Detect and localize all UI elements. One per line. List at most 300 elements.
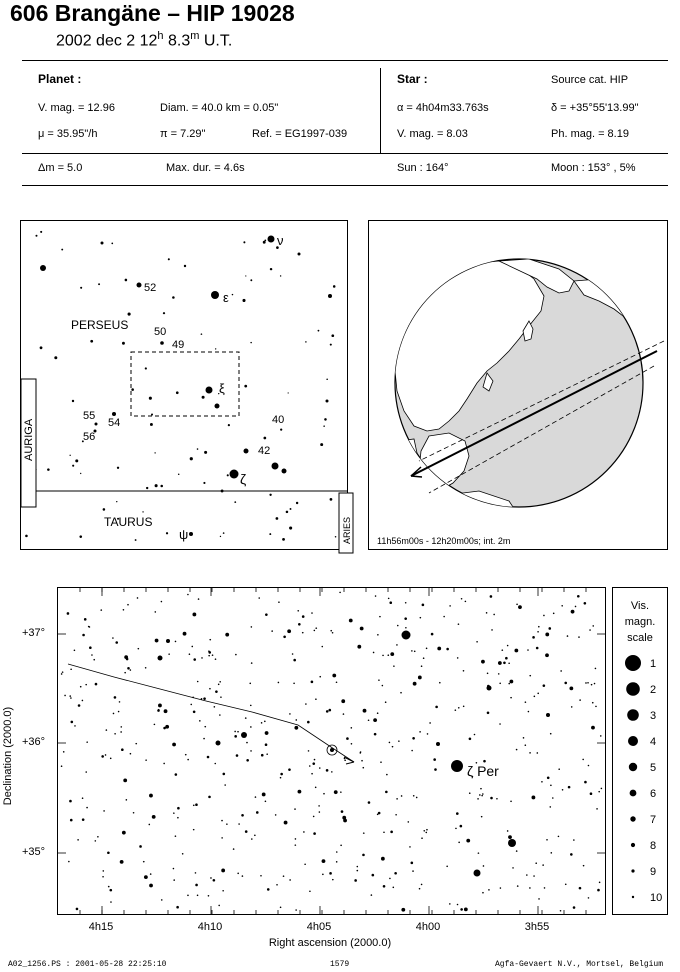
field-star <box>460 825 463 828</box>
field-star <box>260 875 262 877</box>
scale-dot <box>631 843 635 847</box>
field-star <box>109 889 112 892</box>
field-star <box>318 805 320 807</box>
field-star <box>509 680 513 684</box>
field-star <box>510 800 512 802</box>
field-star <box>334 790 338 794</box>
field-star <box>349 619 353 623</box>
field-star <box>208 655 210 657</box>
field-star <box>414 650 416 652</box>
field-star <box>560 670 562 672</box>
finder-star <box>128 313 131 316</box>
finder-star <box>269 533 271 535</box>
field-star <box>455 828 457 830</box>
finder-star <box>244 449 249 454</box>
field-star <box>544 887 546 889</box>
field-star <box>591 726 595 730</box>
field-star <box>203 738 205 740</box>
field-star <box>250 705 252 707</box>
finder-star <box>176 391 179 394</box>
field-star <box>380 761 382 763</box>
field-star <box>149 794 153 798</box>
finder-star <box>263 437 266 440</box>
field-star <box>368 719 370 721</box>
field-star <box>97 836 99 838</box>
field-star <box>413 795 415 797</box>
field-star <box>426 648 428 650</box>
field-star <box>362 854 365 857</box>
field-star <box>193 804 195 806</box>
field-star <box>592 625 594 627</box>
field-star <box>158 704 162 708</box>
finder-star <box>137 283 142 288</box>
field-star <box>70 697 72 699</box>
field-star <box>78 704 81 707</box>
field-star <box>487 673 489 675</box>
main-chart-svg <box>58 588 605 914</box>
field-star <box>336 851 338 853</box>
field-star <box>390 831 393 834</box>
field-star <box>505 657 508 660</box>
field-star <box>331 771 333 773</box>
finder-star <box>244 385 247 388</box>
field-star <box>245 830 248 833</box>
field-star <box>241 732 247 738</box>
field-star <box>446 648 449 651</box>
field-star <box>235 654 237 656</box>
field-star <box>508 662 510 664</box>
field-star <box>493 614 495 616</box>
finder-star <box>103 508 106 511</box>
field-star <box>80 686 82 688</box>
field-star <box>469 737 472 740</box>
field-star <box>256 811 259 814</box>
max-duration: Max. dur. = 4.6s <box>166 162 245 174</box>
field-star <box>483 865 485 867</box>
table-bottom-rule <box>22 185 668 186</box>
field-star <box>127 667 130 670</box>
field-star <box>220 696 222 698</box>
field-star <box>250 726 252 728</box>
finder-star <box>211 291 219 299</box>
field-star <box>407 821 409 823</box>
field-star <box>343 713 345 715</box>
field-star <box>354 879 357 882</box>
field-star <box>387 654 389 656</box>
field-star <box>374 733 377 736</box>
finder-star <box>245 275 246 276</box>
field-star <box>330 630 332 632</box>
finder-stars <box>25 231 336 541</box>
field-star <box>280 906 282 908</box>
field-star <box>545 633 549 637</box>
field-star <box>137 597 139 599</box>
field-star <box>501 649 503 651</box>
field-star <box>542 864 544 866</box>
field-star <box>587 682 589 684</box>
field-star <box>351 743 353 745</box>
field-star <box>278 682 280 684</box>
star-phmag: Ph. mag. = 8.19 <box>551 128 629 140</box>
finder-star <box>204 451 207 454</box>
field-star <box>421 884 423 886</box>
field-star <box>514 649 518 653</box>
moon-elongation: Moon : 153° , 5% <box>551 162 636 174</box>
finder-star <box>40 231 42 233</box>
field-star <box>363 832 365 834</box>
field-star <box>425 832 427 834</box>
field-star <box>584 781 587 784</box>
field-star <box>67 612 70 615</box>
field-star <box>351 727 353 729</box>
field-star <box>82 634 85 637</box>
field-star <box>329 872 332 875</box>
field-star <box>308 750 310 752</box>
field-star <box>525 701 527 703</box>
field-star <box>74 649 76 651</box>
field-star <box>315 787 317 789</box>
field-star <box>547 776 550 779</box>
field-star <box>185 754 187 756</box>
star-vmag: V. mag. = 8.03 <box>397 128 468 140</box>
field-star <box>579 699 581 701</box>
finder-star <box>80 473 81 474</box>
field-star <box>465 601 467 603</box>
finder-star <box>324 418 327 421</box>
field-star <box>267 888 270 891</box>
field-star <box>412 870 414 872</box>
zeta-per-star <box>451 760 463 772</box>
field-star <box>102 876 104 878</box>
field-star <box>245 717 247 719</box>
field-star <box>204 726 206 728</box>
table-top-rule <box>22 60 668 61</box>
footer-page-number: 1579 <box>330 960 350 969</box>
field-star <box>168 653 170 655</box>
field-star <box>503 662 506 665</box>
field-star <box>221 820 223 822</box>
field-star <box>271 630 273 632</box>
field-star <box>198 598 200 600</box>
field-star <box>144 875 148 879</box>
field-star <box>332 879 334 881</box>
page-title: 606 Brangäne – HIP 19028 <box>10 0 295 26</box>
finder-star <box>227 474 229 476</box>
field-star <box>135 743 137 745</box>
field-star <box>527 649 529 651</box>
field-star <box>401 908 405 912</box>
finder-star <box>116 501 117 502</box>
field-star <box>112 637 114 639</box>
field-star <box>396 798 398 800</box>
field-star <box>195 803 198 806</box>
field-star <box>420 617 422 619</box>
field-star <box>77 839 79 841</box>
field-star <box>592 702 594 704</box>
finder-star <box>270 268 272 270</box>
finder-star <box>305 341 307 343</box>
field-star <box>314 759 316 761</box>
field-star <box>383 885 386 888</box>
field-star <box>390 652 394 656</box>
field-star <box>212 654 214 656</box>
field-star <box>326 710 329 713</box>
dec-tick-label-2: +35° <box>22 846 46 858</box>
finder-star <box>80 287 82 289</box>
field-star <box>69 800 72 803</box>
field-star <box>114 733 116 735</box>
finder-star <box>111 243 113 245</box>
field-star <box>600 735 602 737</box>
star-label-50: 50 <box>154 326 167 338</box>
field-star <box>120 860 124 864</box>
scale-dot <box>628 736 638 746</box>
field-star <box>309 890 311 892</box>
finder-star <box>154 452 155 453</box>
field-star <box>393 887 395 889</box>
field-star <box>68 861 70 863</box>
field-star <box>570 853 573 856</box>
field-star <box>385 791 388 794</box>
field-star <box>571 706 573 708</box>
field-star <box>393 665 395 667</box>
field-star <box>213 879 216 882</box>
field-star <box>560 910 562 912</box>
field-star <box>164 709 168 713</box>
field-star <box>210 877 212 879</box>
ra-tick-label-2: 4h05 <box>306 921 332 933</box>
field-star <box>86 741 88 743</box>
field-star <box>307 721 310 724</box>
field-star <box>172 743 176 747</box>
field-star <box>584 602 587 605</box>
ra-tick-label-0: 4h15 <box>88 921 114 933</box>
field-star <box>373 718 377 722</box>
constellation-perseus: PERSEUS <box>71 318 129 332</box>
field-star <box>388 598 390 600</box>
finder-star <box>282 538 285 541</box>
field-star <box>280 777 282 779</box>
field-star <box>123 779 127 783</box>
field-star <box>203 697 206 700</box>
field-star <box>565 883 567 885</box>
field-star <box>319 811 321 813</box>
field-star <box>224 784 226 786</box>
field-star <box>499 682 501 684</box>
event-date: 2002 dec 2 12 <box>56 32 158 50</box>
finder-star <box>234 501 236 503</box>
field-star <box>182 853 184 855</box>
finder-star <box>263 241 266 244</box>
field-star <box>397 625 399 627</box>
field-star <box>82 797 84 799</box>
field-star <box>383 831 385 833</box>
field-star <box>516 749 518 751</box>
field-star <box>596 808 598 810</box>
field-star <box>64 695 66 697</box>
field-star <box>363 709 367 713</box>
field-star <box>577 595 580 598</box>
field-star <box>114 696 117 699</box>
field-star <box>562 789 564 791</box>
field-star <box>74 725 76 727</box>
field-star <box>529 675 531 677</box>
field-star <box>423 830 425 832</box>
field-star <box>411 650 413 652</box>
field-star <box>289 713 291 715</box>
minute-unit: m <box>190 30 200 42</box>
field-star <box>546 713 550 717</box>
field-star <box>69 695 71 697</box>
field-star <box>82 700 84 702</box>
field-star <box>276 884 278 886</box>
field-star <box>571 610 575 614</box>
field-star <box>103 810 105 812</box>
field-star <box>237 873 239 875</box>
finder-star <box>122 342 125 345</box>
finder-star <box>197 448 199 450</box>
field-star <box>543 684 546 687</box>
field-star <box>478 852 480 854</box>
field-star <box>558 768 560 770</box>
field-star <box>195 872 197 874</box>
field-star <box>564 682 567 685</box>
field-star <box>463 705 465 707</box>
field-star <box>219 714 221 716</box>
planet-parallax: π = 7.29" <box>160 128 206 140</box>
field-star <box>591 684 593 686</box>
field-star <box>311 681 314 684</box>
field-star <box>532 636 535 639</box>
finder-star <box>47 468 50 471</box>
field-star <box>336 861 338 863</box>
field-star <box>375 595 377 597</box>
field-star <box>105 754 107 756</box>
dec-tick-label-0: +37° <box>22 627 46 639</box>
field-star <box>394 872 397 875</box>
field-star <box>265 801 267 803</box>
field-star <box>249 683 251 685</box>
field-star <box>61 673 63 675</box>
finder-star <box>189 532 193 536</box>
field-star <box>107 851 110 854</box>
finder-star <box>215 404 220 409</box>
field-star <box>371 894 373 896</box>
field-star <box>222 890 224 892</box>
field-star <box>412 737 415 740</box>
field-star <box>110 901 112 903</box>
field-star <box>381 857 385 861</box>
field-star <box>487 685 490 688</box>
field-star <box>208 650 210 652</box>
field-star <box>209 688 211 690</box>
field-star <box>283 875 285 877</box>
field-star <box>295 844 297 846</box>
field-star <box>379 616 381 618</box>
field-star <box>314 630 316 632</box>
finder-star <box>172 296 175 299</box>
finder-star <box>160 485 163 488</box>
dec-tick-label-1: +36° <box>22 736 46 748</box>
finder-star <box>75 459 78 462</box>
finder-star <box>269 494 271 496</box>
field-star <box>573 839 575 841</box>
field-star <box>594 683 596 685</box>
field-star <box>583 865 585 867</box>
field-star <box>234 731 236 733</box>
field-star <box>377 634 379 636</box>
table-divider <box>380 68 381 153</box>
field-star <box>292 653 294 655</box>
field-star <box>573 906 576 909</box>
field-star <box>152 815 156 819</box>
field-star <box>284 821 288 825</box>
field-star <box>177 807 180 810</box>
field-star <box>537 631 539 633</box>
field-star <box>71 721 74 724</box>
field-star <box>76 908 79 911</box>
field-star <box>288 768 291 771</box>
field-star <box>463 670 465 672</box>
finder-chart <box>20 220 352 550</box>
globe-panel <box>368 220 668 550</box>
field-star <box>166 639 170 643</box>
scale-dots <box>625 655 662 904</box>
field-star <box>158 709 160 711</box>
field-star <box>389 878 391 880</box>
planet-reference: Ref. = EG1997-039 <box>252 128 348 140</box>
finder-star <box>72 465 74 467</box>
field-star <box>536 647 539 650</box>
field-star <box>246 759 249 762</box>
field-star <box>487 712 490 715</box>
field-star <box>187 594 189 596</box>
field-star <box>585 682 587 684</box>
field-star <box>187 759 189 761</box>
field-star <box>298 623 301 626</box>
field-star <box>477 798 479 800</box>
field-star <box>525 744 527 746</box>
field-star <box>122 831 126 835</box>
field-star <box>490 595 493 598</box>
planet-diameter: Diam. = 40.0 km = 0.05" <box>160 102 279 114</box>
field-star <box>510 697 512 699</box>
star-label-56: 56 <box>83 431 96 443</box>
field-star <box>512 867 514 869</box>
field-star <box>311 612 313 614</box>
field-star <box>545 653 549 657</box>
field-star <box>261 754 264 757</box>
field-star <box>518 605 522 609</box>
field-star <box>538 898 540 900</box>
field-star <box>326 769 329 772</box>
finder-star <box>250 342 251 343</box>
field-star <box>537 752 539 754</box>
field-star <box>589 629 591 631</box>
field-star <box>340 791 342 793</box>
field-star <box>251 626 253 628</box>
field-star <box>498 661 502 665</box>
field-star <box>234 735 237 738</box>
field-star <box>95 683 98 686</box>
field-star <box>533 875 535 877</box>
globe-caption: 11h56m00s - 12h20m00s; int. 2m <box>377 536 511 546</box>
field-star <box>295 838 297 840</box>
finder-star <box>201 333 203 335</box>
field-star <box>219 681 221 683</box>
field-star <box>500 887 502 889</box>
field-star <box>319 767 321 769</box>
